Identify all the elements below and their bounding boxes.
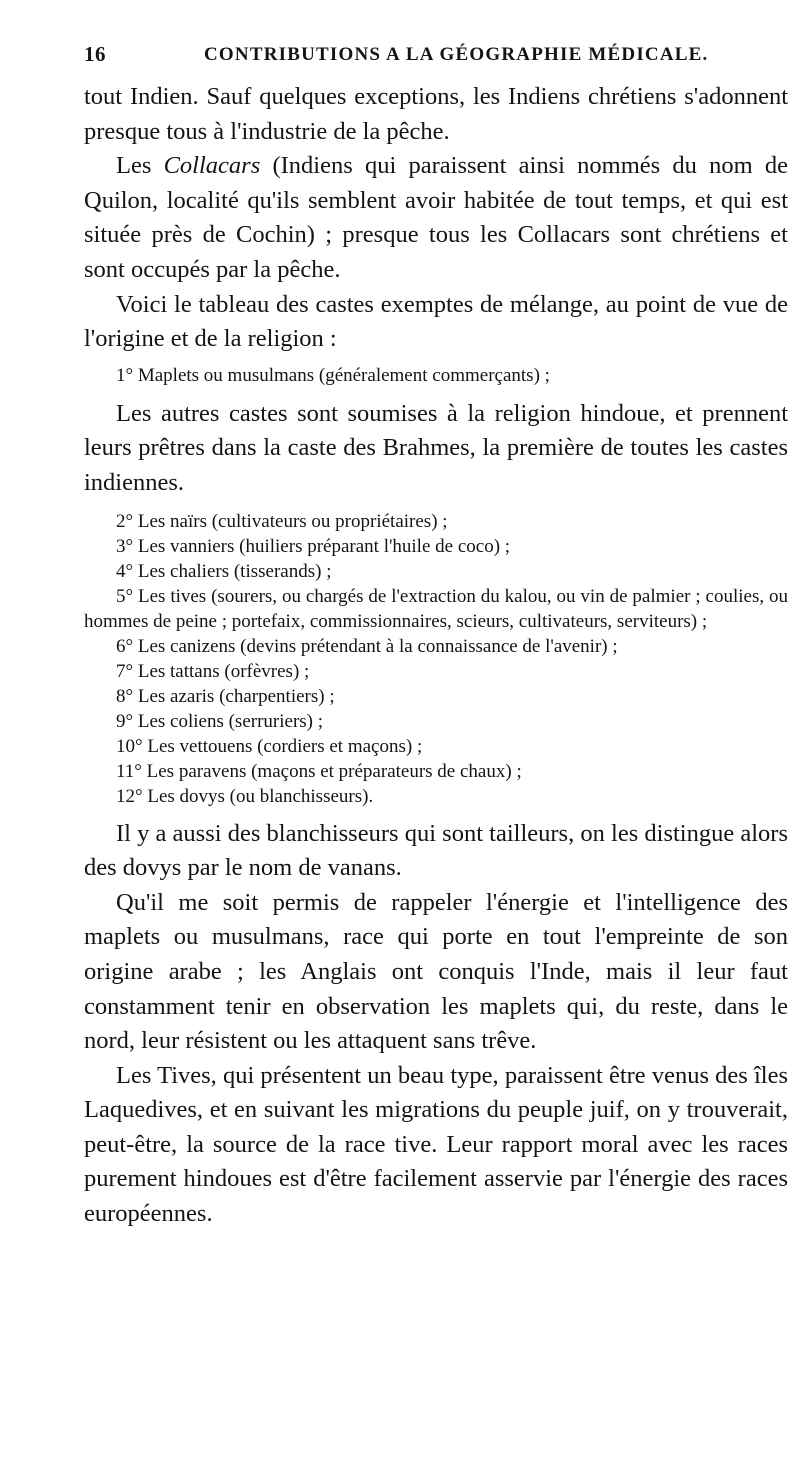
collacars-term: Collacars — [163, 152, 261, 180]
caste-list-item-maplets: 1° Maplets ou musulmans (généralement commerçants) ; — [116, 364, 550, 386]
collacars-prefix: Les — [116, 152, 164, 180]
caste-list-item: 12° Les dovys (ou blanchisseurs). — [116, 785, 374, 807]
caste-list-item: 9° Les coliens (serruriers) ; — [116, 710, 324, 732]
caste-list-item: 2° Les naïrs (cultivateurs ou propriétaires) ; — [116, 510, 448, 532]
paragraph-religion-hindoue: Les autres castes sont soumises à la religion hindoue, et prennent leurs prêtres dans la caste des Brahmes, la première de toutes les castes indiennes. — [84, 399, 788, 496]
caste-list-item: 6° Les canizens (devins prétendant à la connaissance de l'avenir) ; — [116, 635, 618, 657]
paragraph-collacars — [84, 149, 788, 287]
page-number: 16 — [84, 42, 106, 66]
paragraph-blanchisseurs: Il y a aussi des blanchisseurs qui sont tailleurs, on les distingue alors des dovys par le nom de vanans. — [84, 819, 788, 882]
page-header — [84, 42, 788, 74]
caste-list-item: 4° Les chaliers (tisserands) ; — [116, 560, 332, 582]
collacars-description: (Indiens qui paraissent ainsi nommés du nom de Quilon, localité qu'ils semblent avoir habitée de tout temps, et qui est située près de Cochin) ; presque tous les Collacars sont chrétiens et sont occupés par la pêche. — [84, 152, 789, 283]
paragraph-maplets: Qu'il me soit permis de rappeler l'énergie et l'intelligence des maplets ou musulmans, race qui porte en tout l'empreinte de son origine arabe ; les Anglais ont conquis l'Inde, mais il leur faut constamment tenir en observation les maplets qui, du reste, dans le nord, leur résistent ou les attaquent sans trêve. — [84, 888, 788, 1055]
paragraph-tableau-castes: Voici le tableau des castes exemptes de mélange, au point de vue de l'origine et de la religion : — [84, 290, 788, 353]
caste-list-item: 7° Les tattans (orfèvres) ; — [116, 660, 310, 682]
caste-list-item: 10° Les vettouens (cordiers et maçons) ; — [116, 735, 423, 757]
paragraph-tives: Les Tives, qui présentent un beau type, paraissent être venus des îles Laquedives, et en suivant les migrations du peuple juif, on y trouverait, peut-être, la source de la race tive. Leur rapport moral avec les races purement hindoues est d'être facilement asservie par l'énergie des races européennes. — [84, 1061, 788, 1228]
paragraph-indiens-chretiens: tout Indien. Sauf quelques exceptions, les Indiens chrétiens s'adonnent presque tous à l'industrie de la pêche. — [84, 83, 788, 145]
running-title: CONTRIBUTIONS A LA GÉOGRAPHIE MÉDICALE. — [204, 44, 709, 65]
caste-list-item: 11° Les paravens (maçons et préparateurs de chaux) ; — [116, 760, 522, 782]
caste-list-item: 5° Les tives (sourers, ou chargés de l'extraction du kalou, ou vin de palmier ; coulies, ou hommes de peine ; portefaix, commissionnaires, scieurs, cultivateurs, serviteurs) ; — [84, 585, 788, 632]
caste-list — [84, 509, 788, 809]
caste-list-item: 8° Les azaris (charpentiers) ; — [116, 685, 335, 707]
caste-list-item: 3° Les vanniers (huiliers préparant l'huile de coco) ; — [116, 535, 511, 557]
page-body — [84, 80, 788, 1232]
